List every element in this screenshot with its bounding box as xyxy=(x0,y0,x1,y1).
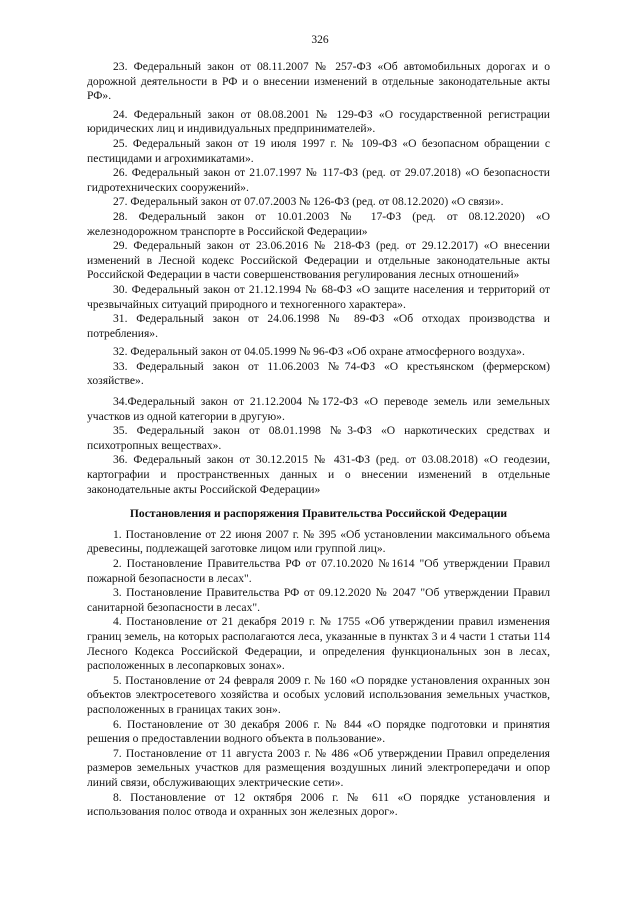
law-item-32: 32. Федеральный закон от 04.05.1999 № 96-ФЗ «Об охране атмосферного воздуха». xyxy=(113,345,525,359)
resolution-item-7: 7. Постановление от 11 августа 2003 г. № 486 «Об утверждении Правил определения размеров земельных участков для размещения воздушных линий электропередачи и опор линий связи, обслуживающих электрические сети». xyxy=(87,746,550,789)
law-item-33: 33. Федеральный закон от 11.06.2003 №74-ФЗ «О крестьянском (фермерском) хозяйстве». xyxy=(87,359,550,388)
resolution-item-6: 6. Постановление от 30 декабря 2006 г. № 844 «О порядке подготовки и принятия решения о предоставлении водного объекта в пользование». xyxy=(87,717,550,746)
law-item-23: 23. Федеральный закон от 08.11.2007 № 257-ФЗ «Об автомобильных дорогах и о дорожной деятельности в РФ и о внесении изменений в отдельные законодательные акты РФ». xyxy=(87,60,550,103)
resolution-item-2: 2. Постановление Правительства РФ от 07.10.2020 №1614 "Об утверждении Правил пожарной безопасности в лесах". xyxy=(87,557,550,585)
law-item-27: 27. Федеральный закон от 07.07.2003 № 126-ФЗ (ред. от 08.12.2020) «О связи». xyxy=(113,195,504,209)
resolution-item-5: 5. Постановление от 24 февраля 2009 г. № 160 «О порядке установления охранных зон объектов электросетевого хозяйства и особых условий использования земельных участков, расположенных в границах таких зон». xyxy=(87,673,550,716)
law-item-25: 25. Федеральный закон от 19 июля 1997 г. № 109-ФЗ «О безопасном обращении с пестицидами и агрохимикатами». xyxy=(87,136,550,165)
document-body xyxy=(87,60,550,820)
law-item-34: 34.Федеральный закон от 21.12.2004 №172-ФЗ «О переводе земель или земельных участков из одной категории в другую». xyxy=(87,395,550,423)
law-item-24: 24. Федеральный закон от 08.08.2001 № 129-ФЗ «О государственной регистрации юридических лиц и индивидуальных предпринимателей». xyxy=(87,107,550,136)
law-item-31: 31. Федеральный закон от 24.06.1998 № 89-ФЗ «Об отходах производства и потребления». xyxy=(87,312,550,340)
resolution-item-3: 3. Постановление Правительства РФ от 09.12.2020 № 2047 "Об утверждении Правил санитарной безопасности в лесах". xyxy=(87,586,550,614)
resolution-item-4: 4. Постановление от 21 декабря 2019 г. № 1755 «Об утверждении правил изменения границ земель, на которых располагаются леса, указанные в пунктах 3 и 4 части 1 статьи 114 Лесного Кодекса Российской Федерации, и определения функциональных зон в лесах, расположенных в лесопарковых зонах». xyxy=(87,615,550,673)
resolution-item-8: 8. Постановление от 12 октября 2006 г. № 611 «О порядке установления и использования полос отвода и охранных зон железных дорог». xyxy=(87,790,550,819)
law-item-29: 29. Федеральный закон от 23.06.2016 № 218-ФЗ (ред. от 29.12.2017) «О внесении изменений в Лесной кодекс Российской Федерации и отдельные законодательные акты Российской Федерации в части совершенствования регулирования лесных отношений» xyxy=(87,239,550,282)
section-heading: Постановления и распоряжения Правительства Российской Федерации xyxy=(129,507,508,521)
law-item-36: 36. Федеральный закон от 30.12.2015 № 431-ФЗ (ред. от 03.08.2018) «О геодезии, картографии и пространственных данных и о внесении изменений в отдельные законодательные акты Российской Федерации» xyxy=(87,453,550,496)
law-item-28: 28. Федеральный закон от 10.01.2003 № 17-ФЗ (ред. от 08.12.2020) «О железнодорожном транспорте в Российской Федерации» xyxy=(87,209,550,238)
law-item-26: 26. Федеральный закон от 21.07.1997 № 117-ФЗ (ред. от 29.07.2018) «О безопасности гидротехнических сооружений». xyxy=(87,166,550,194)
page-number: 326 xyxy=(311,34,329,46)
law-item-35: 35. Федеральный закон от 08.01.1998 №3-ФЗ «О наркотических средствах и психотропных веществах». xyxy=(87,424,550,452)
law-item-30: 30. Федеральный закон от 21.12.1994 № 68-ФЗ «О защите населения и территорий от чрезвычайных ситуаций природного и техногенного характера». xyxy=(87,282,550,311)
resolution-item-1: 1. Постановление от 22 июня 2007 г. № 395 «Об установлении максимального объема древесины, подлежащей заготовке лицом или группой лиц». xyxy=(87,527,550,556)
